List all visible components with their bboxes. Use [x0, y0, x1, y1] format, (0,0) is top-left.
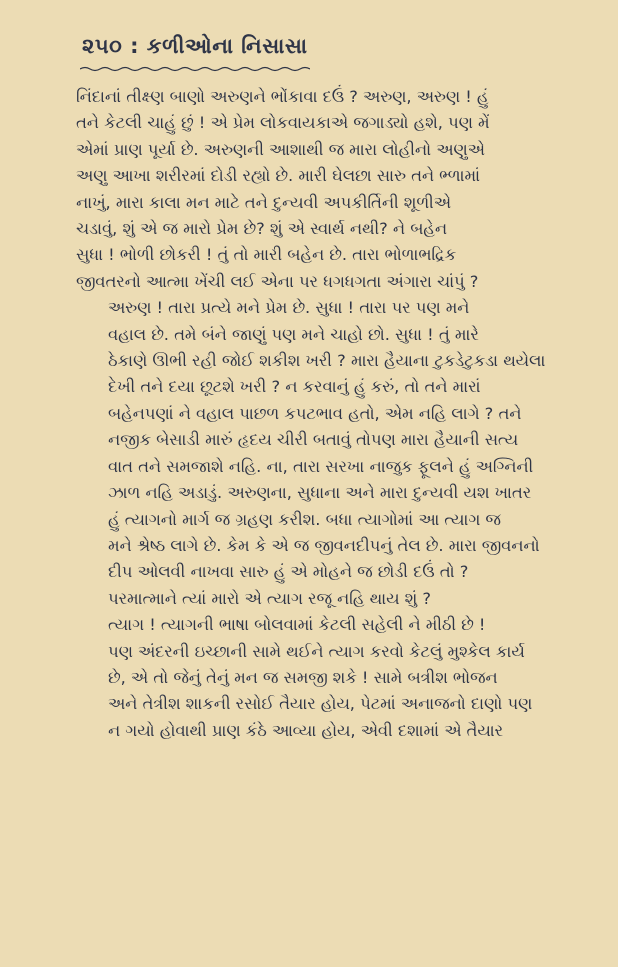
text-line: વહાલ છે. તમે બંને જાણું પણ મને ચાહો છો. સુધા ! તું મારે — [108, 324, 479, 344]
text-line: ઠેકાણે ઊભી રહી જોઈ શકીશ ખરી ? મારા હૈયાના ટુકડેટુકડા થયેલા — [108, 351, 546, 371]
text-line: નજીક બેસાડી મારું હૃદય ચીરી બતાવું તોપણ મારા હૈયાની સત્ય — [108, 430, 519, 450]
header-wavy-rule — [80, 66, 310, 72]
paragraph-3 — [76, 612, 596, 744]
paragraph-2 — [76, 295, 596, 612]
text-line: નિંદાનાં તીક્ષ્ણ બાણો અરુણને ભોંકાવા દઉં ? અરુણ, અરુણ ! હું — [76, 87, 489, 106]
running-head: ૨૫૦ : કળીઓના નિસાસા — [82, 34, 308, 58]
text-line: પણ અંદરની ઇચ્છાની સામે થઈને ત્યાગ કરવો કેટલું મુશ્કેલ કાર્ય — [108, 641, 525, 661]
text-line: સુધા ! ભોળી છોકરી ! તું તો મારી બહેન છે. તારા ભોળાભદ્રિક — [76, 245, 457, 265]
text-line: પરમાત્માને ત્યાં મારો એ ત્યાગ રજૂ નહિ થાય શું ? — [108, 588, 431, 608]
text-line: એમાં પ્રાણ પૂર્યા છે. અરુણની આશાથી જ મારા લોહીનો અણુએ — [76, 139, 485, 159]
text-line: વાત તને સમજાશે નહિ. ના, તારા સરખા નાજુક ફૂલને હું અગ્નિની — [108, 456, 534, 476]
text-line: અણુ આખા શરીરમાં દોડી રહ્યો છે. મારી ઘેલછા સારુ તને ભ્ળામાં — [76, 166, 480, 186]
text-line: ચડાવું, શું એ જ મારો પ્રેમ છે? શું એ સ્વાર્થ નથી? ને બહેન — [76, 219, 448, 239]
text-line: ન ગયો હોવાથી પ્રાણ કંઠે આવ્યા હોય, એવી દશામાં એ તૈયાર — [108, 720, 504, 740]
text-line: બહેનપણાં ને વહાલ પાછળ કપટભાવ હતો, એમ નહિ લાગે ? તને — [108, 403, 522, 423]
text-line: અને તેત્રીશ શાકની રસોઈ તૈયાર હોય, પેટમાં અનાજનો દાણો પણ — [108, 694, 533, 714]
paragraph-1 — [76, 84, 596, 295]
text-line: છે, એ તો જેનું તેનું મન જ સમજી શકે ! સામે બત્રીશ ભોજન — [108, 667, 498, 687]
text-line: ઝાળ નહિ અડાડું. અરુણના, સુધાના અને મારા દુન્યવી યશ ખાતર — [108, 483, 532, 503]
text-line: નાખું, મારા કાલા મન માટે તને દુન્યવી અપકીર્તિની શૂળીએ — [76, 192, 451, 212]
text-line: હું ત્યાગનો માર્ગ જ ગ્રહણ કરીશ. બધા ત્યાગોમાં આ ત્યાગ જ — [108, 509, 501, 529]
text-line: ત્યાગ ! ત્યાગની ભાષા બોલવામાં કેટલી સહેલી ને મીઠી છે ! — [108, 615, 486, 635]
text-line: તને કેટલી ચાહું છું ! એ પ્રેમ લોકવાયકાએ જગાડ્યો હશે, પણ મેં — [76, 113, 490, 133]
text-line: જીવતરનો આત્મા ખેંચી લઈ એના પર ધગધગતા અંગારા ચાંપું ? — [76, 271, 479, 291]
text-line: દેખી તને દયા છૂટશે ખરી ? ન કરવાનું હું કરું, તો તને મારાં — [108, 377, 481, 397]
body-text — [76, 84, 596, 744]
text-line: દીપ ઓલવી નાખવા સારુ હું એ મોહને જ છોડી દઉં તો ? — [108, 562, 469, 582]
text-line: અરુણ ! તારા પ્રત્યે મને પ્રેમ છે. સુધા ! તારા પર પણ મને — [108, 298, 470, 318]
text-line: મને શ્રેષ્ઠ લાગે છે. કેમ કે એ જ જીવનદીપનું તેલ છે. મારા જીવનનો — [108, 535, 540, 555]
